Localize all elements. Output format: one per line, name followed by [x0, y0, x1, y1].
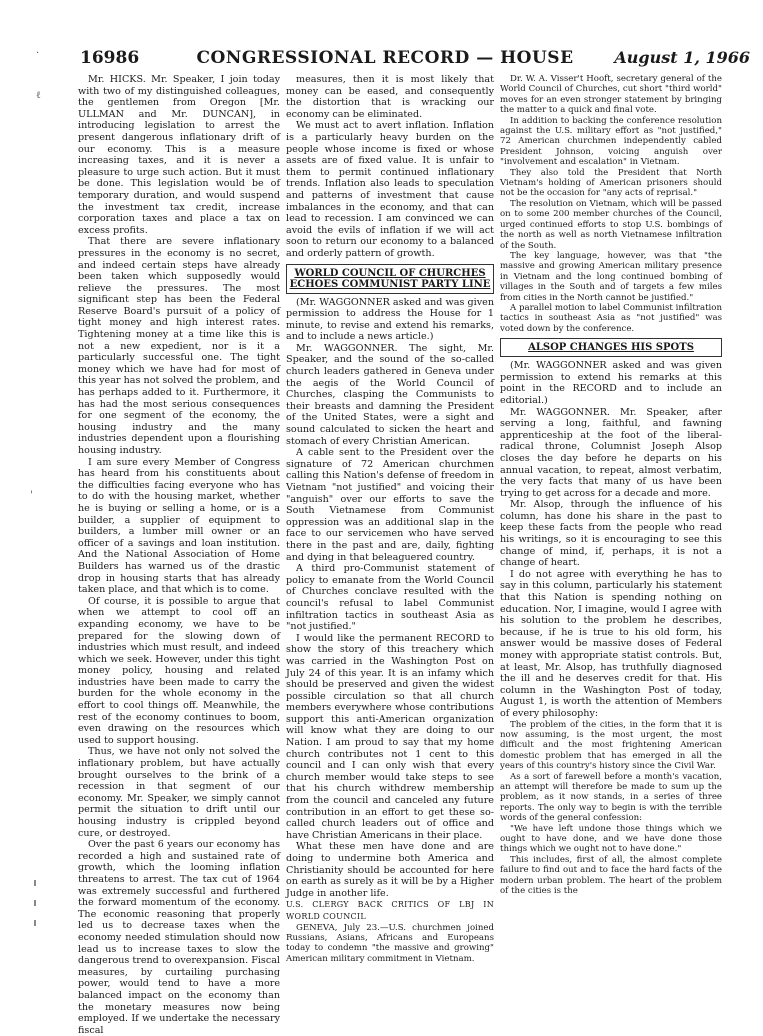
paragraph: I am sure every Member of Congress has heard from his constituents about the difficulties facing everyone who has to do with the housing market, whether he is buying or selling a home, or is a builder, a supplier of equipment to builders, a lumber mill owner or an officer of a savings and loan institution. And the National Association of Home Builders has warned us of the drastic drop in housing starts that has already taken place, and that which is to come. — [78, 456, 280, 596]
margin-tick — [34, 900, 36, 906]
publication-date: August 1, 1966 — [614, 48, 750, 67]
paragraph: What these men have done and are doing to undermine both America and Christianity should be accounted for here on earth as surely as it will be by a Higher Judge in another life. — [286, 841, 494, 899]
page-number: 16986 — [80, 48, 140, 68]
margin-tick — [34, 920, 36, 926]
margin-mark: ℓ — [36, 90, 41, 101]
margin-tick — [34, 880, 36, 886]
section-heading: WORLD COUNCIL OF CHURCHES ECHOES COMMUNIST PARTY LINE — [286, 264, 494, 294]
paragraph: The key language, however, was that "the massive and growing American military presence in Vietnam and the long continued bombing of villages in the South and of targets a few miles from cities in the North cannot be justified." — [500, 250, 722, 303]
paragraph: Mr. WAGGONNER. The sight, Mr. Speaker, and the sound of the so-called church leaders gathered in Geneva under the aegis of the World Council of Churches, clasping the Communists to their breasts and damning the President of the United States, were a sight and sound calculated to sicken the heart and stomach of every Christian American. — [286, 342, 494, 447]
section-heading: ALSOP CHANGES HIS SPOTS — [500, 338, 722, 357]
paragraph: The resolution on Vietnam, which will be passed on to some 200 member churches of the Council, urged continued efforts to stop U.S. bombings of the north as well as north Vietnamese infiltration of the South. — [500, 198, 722, 251]
middle-column — [286, 74, 494, 964]
paragraph: We must act to avert inflation. Inflation is a particularly heavy burden on the people whose income is fixed or whose assets are of fixed value. It is unfair to them to permit continued inflationary trends. Inflation also leads to speculation and patterns of investment that cause imbalances in the economy, and that can lead to recession. I am convinced we can avoid the evils of inflation if we will act soon to return our economy to a balanced and orderly pattern of growth. — [286, 120, 494, 259]
margin-mark: · — [36, 48, 40, 59]
paragraph: I would like the permanent RECORD to show the story of this treachery which was carried in the Washington Post on July 24 of this year. It is an infamy which should be preserved and given the widest possible circulation so that all church members everywhere whose contributions support this anti-American organization will know what they are doing to our Nation. I am proud to say that my home church contributes not 1 cent to this council and I can only wish that every church member would take steps to see that his church withdrew membership from the council and canceled any future contribution in an effort to get these so-called church leaders out of office and have Christian Americans in their place. — [286, 632, 494, 841]
paragraph: They also told the President that North Vietnam's holding of American prisoners should not be the occasion for "any acts of reprisal." — [500, 167, 722, 199]
paragraph: In addition to backing the conference resolution against the U.S. military effort as "not justified," 72 American churchmen independently cabled President Johnson, voicing anguish over "involvement and escalation" in Vietnam. — [500, 115, 722, 168]
quoted-paragraph: As a sort of farewell before a month's vacation, an attempt will therefore be made to sum up the problem, as it now stands, in a series of three reports. The only way to begin is with the terrible words of the general confession: — [500, 771, 722, 824]
paragraph: Of course, it is possible to argue that when we attempt to cool off an expanding economy, we have to be prepared for the slowing down of industries which must result, and indeed which we seek. However, under this tight money policy, housing and related industries have been made to carry the burden for the whole economy in the effort to cool things off. Meanwhile, the rest of the economy continues to boom, even drawing on the resources which used to support housing. — [78, 595, 280, 746]
left-column — [78, 74, 280, 1036]
paragraph: (Mr. WAGGONNER asked and was given permission to address the House for 1 minute, to revise and extend his remarks, and to include a news article.) — [286, 296, 494, 343]
quoted-paragraph: This includes, first of all, the almost complete failure to find out and to face the hard facts of the modern urban problem. The heart of the problem of the cities is the — [500, 854, 722, 897]
quoted-paragraph: The problem of the cities, in the form that it is now assuming, is the most urgent, the most difficult and the most frightening American domestic problem that has emerged in all the years of this country's history since the Civil War. — [500, 719, 722, 772]
paragraph: Thus, we have not only not solved the inflationary problem, but have actually brought ourselves to the brink of a recession in that segment of our economy. Mr. Speaker, we simply cannot permit the situation to drift until our housing industry is crippled beyond cure, or destroyed. — [78, 746, 280, 839]
margin-mark: ' — [30, 490, 33, 501]
paragraph: Over the past 6 years our economy has recorded a high and sustained rate of growth, which the looming inflation threatens to arrest. The tax cut of 1964 was extremely successful and furthered the forward momentum of the economy. The economic reasoning that properly led us to decrease taxes when the economy needed stimulation should now lead us to increase taxes to slow the dangerous trend to overexpansion. Fiscal measures, by curtailing purchasing power, would tend to have a more balanced impact on the economy than the monetary measures now being employed. If we undertake the necessary fiscal — [78, 839, 280, 1036]
paragraph: A parallel motion to label Communist infiltration tactics in southeast Asia as "not justified" was voted down by the conference. — [500, 302, 722, 334]
paragraph: Dr. W. A. Visser't Hooft, secretary general of the World Council of Churches, cut short "third world" moves for an even stronger statement by bringing the matter to a quick and final vote. — [500, 74, 722, 116]
paragraph: I do not agree with everything he has to say in this column, particularly his statement that this Nation is spending nothing on education. Nor, I imagine, would I agree with his solution to the problem he describes, because, if he is true to his old form, his answer would be massive doses of Federal money with appropriate statist controls. But, at least, Mr. Alsop, has truthfully diagnosed the ill and he deserves credit for that. His column in the Washington Post of today, August 1, is worth the attention of Members of every philosophy: — [500, 568, 722, 719]
paragraph: Mr. WAGGONNER. Mr. Speaker, after serving a long, faithful, and fawning apprenticeship at the foot of the liberal-radical throne, Columnist Joseph Alsop closes the day before he departs on his annual vacation, to repeat, almost verbatim, the very facts that many of us have been trying to get across for a decade and more. — [500, 406, 722, 499]
paragraph: GENEVA, July 23.—U.S. churchmen joined Russians, Asians, Africans and Europeans today to condemn "the massive and growing" American military commitment in Vietnam. — [286, 922, 494, 964]
paragraph: Mr. HICKS. Mr. Speaker, I join today with two of my distinguished colleagues, the gentlemen from Oregon [Mr. ULLMAN and Mr. DUNCAN], in introducing legislation to arrest the present dangerous inflationary drift of our economy. This is a measure increasing taxes, and it is never a pleasure to urge such action. But it must be done. This legislation would be of temporary duration, and would suspend the investment tax credit, increase corporation taxes and place a tax on excess profits. — [78, 74, 280, 236]
paragraph: A cable sent to the President over the signature of 72 American churchmen calling this Nation's defense of freedom in Vietnam "not justified" and voicing their "anguish" over our efforts to save the South Vietnamese from Communist oppression was an additional slap in the face to our servicemen who have served there in the past and are, daily, fighting and dying in that beleaguered country. — [286, 447, 494, 563]
paragraph: Mr. Alsop, through the influence of his column, has done his share in the past to keep these facts from the people who read his writings, so it is encouraging to see this change of mind, if, perhaps, it is not a change of heart. — [500, 499, 722, 569]
publication-title: CONGRESSIONAL RECORD — HOUSE — [196, 48, 574, 68]
article-title: U.S. CLERGY BACK CRITICS OF LBJ IN WORLD COUNCIL — [286, 900, 494, 921]
quoted-paragraph: "We have left undone those things which we ought to have done, and we have done those things which we ought not to have done." — [500, 823, 722, 855]
right-column — [500, 74, 722, 896]
paragraph: That there are severe inflationary pressures in the economy is no secret, and indeed certain steps have already been taken which supposedly would relieve the pressures. The most significant step has been the Federal Reserve Board's pursuit of a policy of tight money and high interest rates. Tightening money at a time like this is not a new expedient, nor is it a particularly successful one. The tight money which we have had for most of this year has not solved the problem, and has perhaps added to it. Furthermore, it has had the most serious consequences for one segment of the economy, the housing industry and the many industries dependent upon a flourishing housing industry. — [78, 236, 280, 456]
paragraph: (Mr. WAGGONNER asked and was given permission to extend his remarks at this point in the RECORD and to include an editorial.) — [500, 360, 722, 406]
paragraph: measures, then it is most likely that money can be eased, and consequently the distortion that is wracking our economy can be eliminated. — [286, 74, 494, 120]
paragraph: A third pro-Communist statement of policy to emanate from the World Council of Churches conclave resulted with the council's refusal to label Communist infiltration tactics in southeast Asia as "not justified." — [286, 563, 494, 633]
